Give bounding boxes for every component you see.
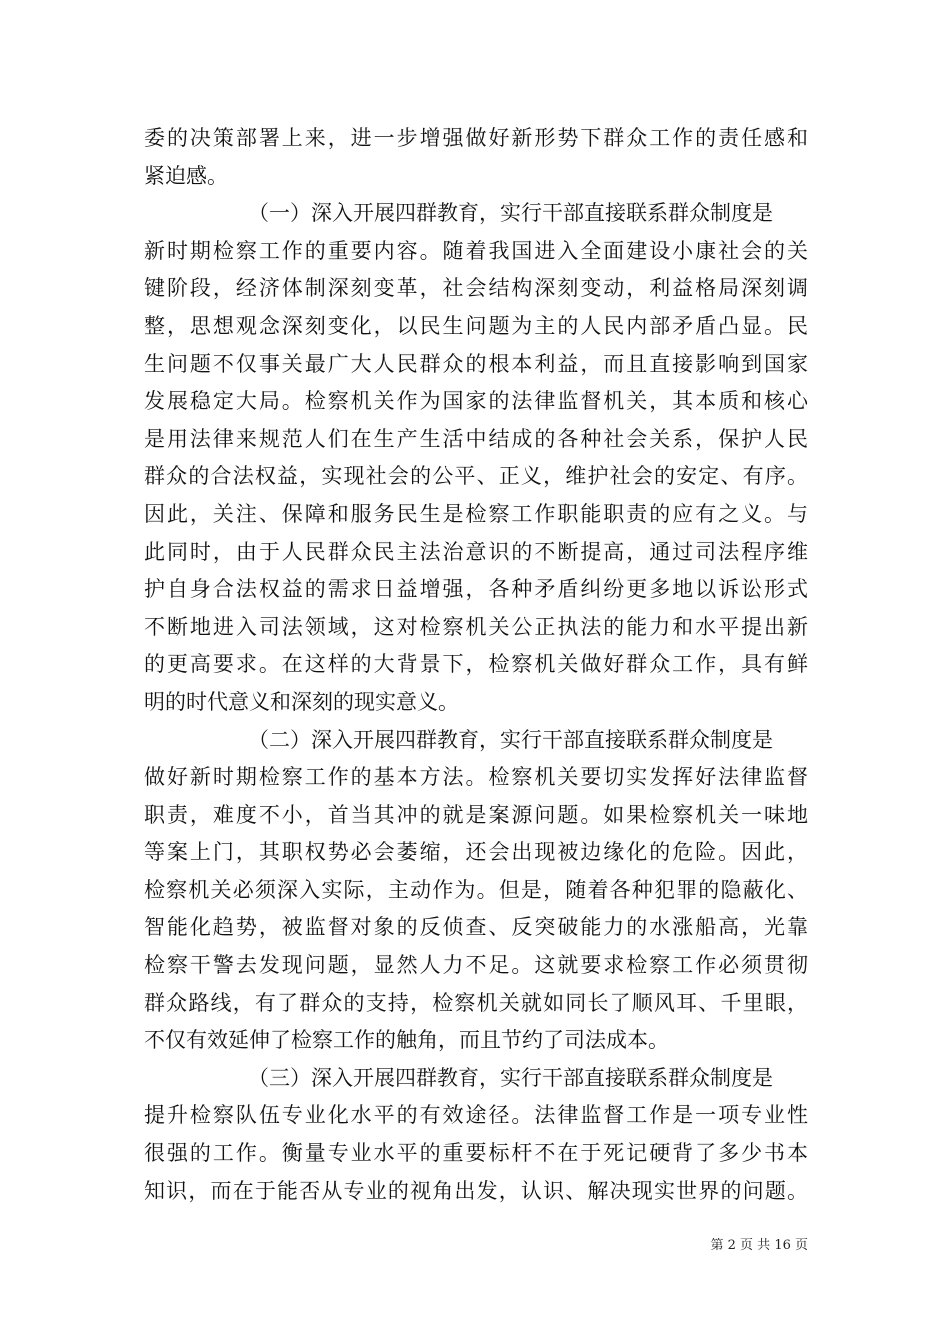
text-line: 检察干警去发现问题，显然人力不足。这就要求检察工作必须贯彻 (144, 953, 808, 978)
text-line: 等案上门，其职权势必会萎缩，还会出现被边缘化的危险。因此， (144, 840, 808, 865)
text-line: 检察机关必须深入实际，主动作为。但是，随着各种犯罪的隐蔽化、 (144, 877, 808, 902)
text-line: 明的时代意义和深刻的现实意义。 (144, 689, 459, 714)
text-line: 群众路线，有了群众的支持，检察机关就如同长了顺风耳、千里眼， (144, 990, 808, 1015)
text-line: 新时期检察工作的重要内容。随着我国进入全面建设小康社会的关 (144, 238, 808, 263)
text-line: （二）深入开展四群教育，实行干部直接联系群众制度是 (248, 727, 773, 752)
text-line: 的更高要求。在这样的大背景下，检察机关做好群众工作，具有鲜 (144, 652, 808, 677)
text-line: 生问题不仅事关最广大人民群众的根本利益，而且直接影响到国家 (144, 351, 808, 376)
text-line: 不仅有效延伸了检察工作的触角，而且节约了司法成本。 (144, 1028, 669, 1053)
text-line: 键阶段，经济体制深刻变革，社会结构深刻变动，利益格局深刻调 (144, 276, 808, 301)
text-line: 不断地进入司法领域，这对检察机关公正执法的能力和水平提出新 (144, 614, 808, 639)
text-line: 紧迫感。 (144, 163, 228, 188)
page-number-footer: 第 2 页 共 16 页 (710, 1238, 808, 1253)
text-line: 整，思想观念深刻变化，以民生问题为主的人民内部矛盾凸显。民 (144, 313, 808, 338)
text-line: 此同时，由于人民群众民主法治意识的不断提高，通过司法程序维 (144, 539, 808, 564)
text-line: 做好新时期检察工作的基本方法。检察机关要切实发挥好法律监督 (144, 765, 808, 790)
text-line: 智能化趋势，被监督对象的反侦查、反突破能力的水涨船高，光靠 (144, 915, 808, 940)
text-line: 委的决策部署上来，进一步增强做好新形势下群众工作的责任感和 (144, 126, 808, 150)
text-line: （一）深入开展四群教育，实行干部直接联系群众制度是 (248, 201, 773, 226)
text-line: 职责，难度不小，首当其冲的就是案源问题。如果检察机关一味地 (144, 802, 808, 827)
text-line: 护自身合法权益的需求日益增强，各种矛盾纠纷更多地以诉讼形式 (144, 577, 808, 602)
text-line: 是用法律来规范人们在生产生活中结成的各种社会关系，保护人民 (144, 426, 808, 451)
text-line: （三）深入开展四群教育，实行干部直接联系群众制度是 (248, 1065, 773, 1090)
text-line: 发展稳定大局。检察机关作为国家的法律监督机关，其本质和核心 (144, 389, 808, 414)
text-line: 很强的工作。衡量专业水平的重要标杆不在于死记硬背了多少书本 (144, 1141, 808, 1166)
text-line: 知识，而在于能否从专业的视角出发，认识、解决现实世界的问题。 (144, 1178, 808, 1203)
body-text (144, 120, 808, 1210)
text-line: 群众的合法权益，实现社会的公平、正义，维护社会的安定、有序。 (144, 464, 808, 489)
text-line: 因此，关注、保障和服务民生是检察工作职能职责的应有之义。与 (144, 501, 808, 526)
text-line: 提升检察队伍专业化水平的有效途径。法律监督工作是一项专业性 (144, 1103, 808, 1128)
